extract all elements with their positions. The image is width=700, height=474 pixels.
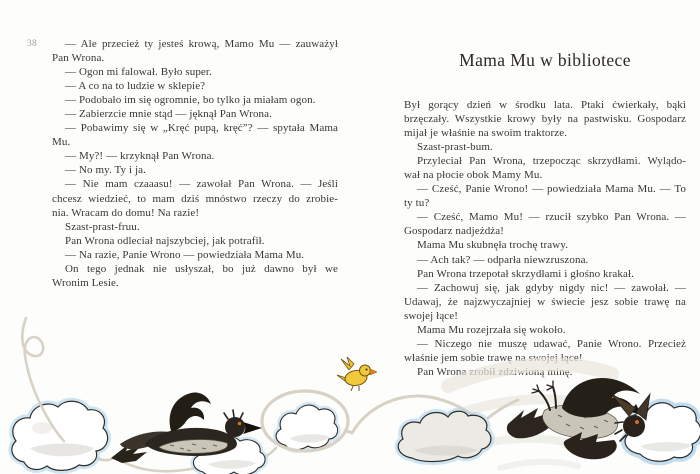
text-line: — Pobawimy się w „Kręć pupą, kręć”? — spytała Mama bbox=[65, 122, 338, 135]
text-line: Pan Wrona zrobił zdziwioną minę. bbox=[417, 365, 573, 378]
text-line: ty tu? bbox=[404, 197, 430, 210]
text-line: Pan Wrona trzepotał skrzydłami i głośno krakał. bbox=[417, 267, 634, 280]
crow-eye-icon bbox=[237, 421, 241, 425]
crow-eye-icon bbox=[635, 420, 640, 425]
text-line: — Ach tak? — odparła niewzruszona. bbox=[417, 253, 589, 266]
text-line: On tego jednak nie usłyszał, bo już dawno był we bbox=[65, 262, 338, 275]
text-line: mijał je właśnie na swoim traktorze. bbox=[404, 127, 568, 140]
text-line: brzęczały. Wszystkie krowy były na pastwisku. Gospodarz bbox=[404, 113, 686, 126]
chapter-title: Mama Mu w bibliotece bbox=[459, 50, 631, 70]
text-line: właśnie jem sobie trawę na swojej łące! bbox=[404, 351, 583, 364]
yellow-chick-illustration bbox=[337, 357, 377, 391]
text-line: Mu. bbox=[52, 136, 71, 149]
text-line: — Ogon mi falował. Było super. bbox=[65, 66, 212, 79]
cloud-icon bbox=[276, 405, 338, 450]
text-line: — No my. Ty i ja. bbox=[65, 164, 146, 177]
text-line: Mama Mu skubnęła trochę trawy. bbox=[417, 239, 569, 252]
text-line: swojej łące! bbox=[404, 309, 459, 322]
text-line: wał na płocie obok Mamy Mu. bbox=[404, 169, 543, 182]
text-line: Był gorący dzień w środku lata. Ptaki ćwierkały, bąki bbox=[404, 99, 686, 111]
bottom-illustration bbox=[0, 300, 700, 474]
text-line: chcesz wiedzieć, to mam dziś mnóstwo rzeczy do zrobie- bbox=[52, 192, 338, 205]
text-line: — Niczego nie muszę udawać, Panie Wrono. Przecież bbox=[417, 337, 686, 350]
text-line: — A co na to ludzie w sklepie? bbox=[65, 80, 206, 93]
text-line: Mama Mu rozejrzała się wokoło. bbox=[417, 323, 566, 336]
cloud-icon bbox=[398, 411, 491, 461]
text-line: nia. Wracam do domu! Na razie! bbox=[52, 206, 200, 219]
text-line: — Zabierzcie mnie stąd — jęknął Pan Wrona. bbox=[65, 108, 272, 121]
text-line: Szast-prast-fruu. bbox=[65, 220, 140, 233]
text-line: — Nie mam czaaasu! — zawołał Pan Wrona. — Jeśli bbox=[65, 178, 338, 191]
text-line: — My?! — krzyknął Pan Wrona. bbox=[65, 150, 215, 163]
text-line: Udawaj, że najzwyczajniej w świecie jesz sobie trawę na bbox=[404, 295, 686, 308]
text-line: Przyleciał Pan Wrona, trzepocząc skrzydłami. Wylądo- bbox=[417, 155, 686, 168]
text-line: Wronim Lesie. bbox=[52, 276, 119, 289]
text-line: — Na razie, Panie Wrono — powiedziała Mama Mu. bbox=[65, 248, 305, 261]
text-line: Pan Wrona odleciał najszybciej, jak potrafił. bbox=[65, 234, 265, 247]
page-number: 38 bbox=[27, 39, 38, 49]
text-line: — Podobało im się ogromnie, bo tylko ja miałam ogon. bbox=[65, 94, 316, 107]
text-line: Szast-prast-bum. bbox=[417, 141, 493, 154]
chick-beak-icon bbox=[370, 369, 377, 375]
text-line: Gospodarz nadjeżdża! bbox=[404, 225, 505, 238]
text-line: — Cześć, Mamo Mu! — rzucił szybko Pan Wrona. — bbox=[417, 211, 686, 224]
text-line: — Zachowuj się, jak gdyby nigdy nic! — zawołał. — bbox=[417, 281, 686, 294]
text-line: Pan Wrona. bbox=[52, 52, 105, 65]
left-page-text bbox=[52, 37, 338, 290]
text-line: — Cześć, Panie Wrono! — powiedziała Mama Mu. — To bbox=[417, 183, 686, 196]
crow-beak-icon bbox=[243, 422, 262, 434]
text-line: — Ale przecież ty jesteś krową, Mamo Mu — zauważył bbox=[65, 38, 338, 50]
